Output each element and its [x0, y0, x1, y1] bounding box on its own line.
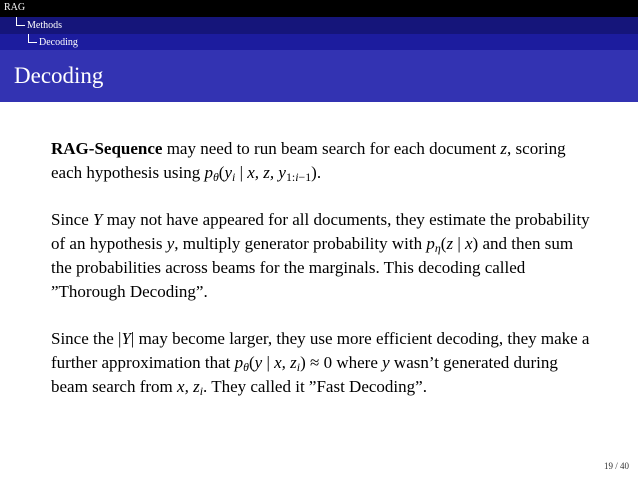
slide-body — [51, 137, 591, 422]
math-inline: x, $z_i$ — [177, 377, 204, 398]
math-inline: y — [166, 234, 175, 253]
math-inline: |Y| — [118, 329, 135, 348]
paragraph-rag-sequence: RAG-Sequence may need to run beam search for each document z, scoring each hypothesis using $p_\theta(y_i$ | x, z, $y_{1:i-1}$). — [51, 139, 566, 184]
nav-subsubsection-label: Decoding — [39, 37, 78, 48]
frame-title-bar — [0, 50, 638, 102]
paragraph-fast-decoding: Since the |Y| may become larger, they use more efficient decoding, they make a further approximation that $p_\theta(y$ | x, $z_i) \approx 0$ where y wasn’t generated during beam search from x, $z_i$. They called it ”Fast Decoding”. — [51, 329, 590, 398]
math-inline: $p_\theta(y_i$ | x, z, $y_{1:i-1}$) — [204, 163, 317, 184]
math-inline: $p_\theta(y$ | x, $z_i) \approx 0$ — [234, 353, 333, 374]
nav-section-label: RAG — [4, 2, 26, 13]
math-inline: Y — [93, 210, 103, 229]
bold-term: RAG-Sequence — [51, 139, 163, 158]
math-inline: $p_\eta(z$ | x) — [426, 234, 479, 255]
paragraph-thorough-decoding: Since Y may not have appeared for all documents, they estimate the probability of an hypothesis y, multiply generator probability with $p_\eta(z$ | x) and then sum the probabilities across beams for the marginals. This decoding called ”Thorough Decoding”. — [51, 210, 590, 301]
nav-subsection-label: Methods — [27, 20, 62, 31]
frame-title: Decoding — [14, 63, 104, 88]
nav-subsection[interactable] — [0, 17, 638, 34]
tree-branch-icon — [28, 34, 37, 43]
tree-branch-icon — [16, 17, 25, 26]
page-number: 19 / 40 — [603, 461, 629, 471]
nav-section[interactable] — [0, 0, 638, 17]
math-inline: y — [382, 353, 390, 372]
nav-subsubsection[interactable] — [0, 34, 638, 50]
math-inline: z — [500, 139, 508, 158]
